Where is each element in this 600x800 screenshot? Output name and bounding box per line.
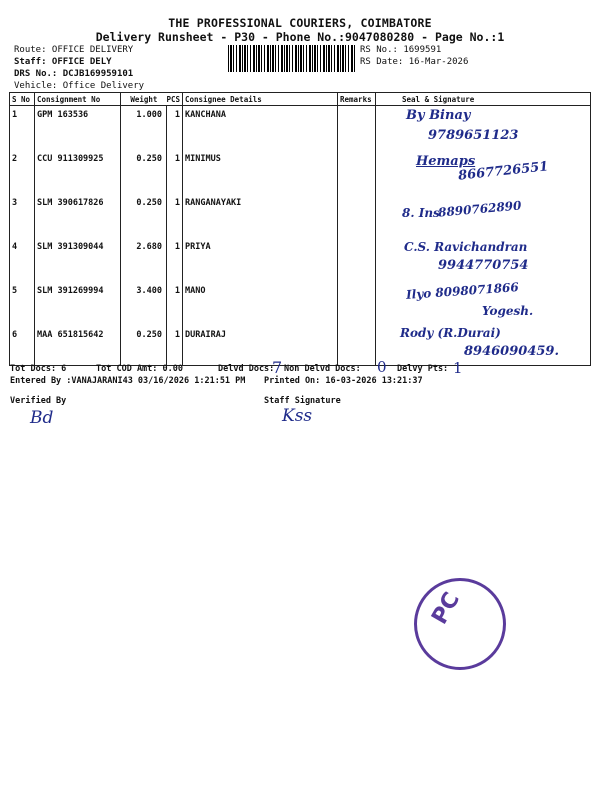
col-signature: Seal & Signature bbox=[376, 93, 591, 106]
row-consignee: MANO bbox=[183, 282, 338, 326]
col-weight: Weight bbox=[130, 94, 158, 104]
drs-number: DRS No.: DCJB169959101 bbox=[14, 69, 134, 79]
name-handwriting: Yogesh. bbox=[482, 303, 534, 318]
row-signature bbox=[376, 194, 591, 238]
row-pcs: 1 bbox=[167, 326, 183, 366]
verified-signature: Bd bbox=[30, 408, 54, 428]
row-remarks bbox=[338, 282, 376, 326]
row-weight: 1.000 bbox=[121, 106, 167, 150]
row-signature bbox=[376, 238, 591, 282]
row-pcs: 1 bbox=[167, 282, 183, 326]
barcode bbox=[228, 45, 356, 72]
delivery-points-handwriting: 1 bbox=[453, 359, 463, 377]
row-weight: 3.400 bbox=[121, 282, 167, 326]
table-row bbox=[10, 194, 591, 238]
route-text: Route: OFFICE DELIVERY bbox=[14, 45, 134, 55]
row-consignment: SLM 391309044 bbox=[35, 238, 121, 282]
row-sno: 1 bbox=[10, 106, 35, 150]
row-remarks bbox=[338, 194, 376, 238]
row-signature bbox=[376, 150, 591, 194]
phone-handwriting: 9944770754 bbox=[438, 257, 529, 273]
phone-handwriting: 9789651123 bbox=[428, 128, 519, 143]
row-remarks bbox=[338, 238, 376, 282]
delivered-docs-handwriting: 7 bbox=[272, 358, 283, 377]
signature-handwriting: Rody (R.Durai) bbox=[400, 325, 501, 340]
row-consignee: MINIMUS bbox=[183, 150, 338, 194]
office-stamp bbox=[414, 578, 506, 670]
verified-by-label: Verified By bbox=[10, 396, 67, 406]
row-pcs: 1 bbox=[167, 194, 183, 238]
total-cod-amount: Tot COD Amt: 0.00 bbox=[96, 364, 183, 374]
delivered-docs-label: Delvd Docs: bbox=[218, 364, 275, 374]
entered-by: Entered By :VANAJARANI43 03/16/2026 1:21:51 PM bbox=[10, 376, 246, 386]
phone-handwriting: 8890762890 bbox=[437, 197, 522, 220]
non-delivered-docs-label: Non Delvd Docs: bbox=[284, 364, 361, 374]
row-remarks bbox=[338, 150, 376, 194]
staff-text: Staff: OFFICE DELY bbox=[14, 57, 112, 67]
row-consignment: SLM 391269994 bbox=[35, 282, 121, 326]
rs-date: RS Date: 16-Mar-2026 bbox=[360, 57, 469, 67]
delivery-points-label: Delvy Pts: bbox=[397, 364, 449, 374]
non-delivered-docs-handwriting: 0 bbox=[377, 358, 387, 376]
company-title: THE PROFESSIONAL COURIERS, COIMBATORE bbox=[168, 16, 432, 30]
staff-signature-label: Staff Signature bbox=[264, 396, 341, 406]
table-row bbox=[10, 282, 591, 326]
row-remarks bbox=[338, 106, 376, 150]
row-signature bbox=[376, 106, 591, 150]
signature-handwriting: C.S. Ravichandran bbox=[404, 239, 528, 254]
table-row bbox=[10, 326, 591, 366]
row-signature bbox=[376, 279, 591, 326]
row-consignment: CCU 911309925 bbox=[35, 150, 121, 194]
table-row bbox=[10, 106, 591, 150]
table-row bbox=[10, 150, 591, 194]
phone-handwriting: 8946090459. bbox=[464, 343, 559, 359]
col-pcs: PCS bbox=[166, 94, 180, 104]
row-sno: 3 bbox=[10, 194, 35, 238]
table-header-row bbox=[10, 93, 591, 106]
stamp-text: PC bbox=[427, 588, 466, 629]
phone-handwriting: 8667726551 bbox=[457, 158, 550, 184]
col-consignment: Consignment No bbox=[35, 93, 121, 106]
row-weight: 0.250 bbox=[121, 326, 167, 366]
row-consignee: PRIYA bbox=[183, 238, 338, 282]
col-sno: S No bbox=[10, 93, 35, 106]
row-pcs: 1 bbox=[167, 150, 183, 194]
row-sno: 5 bbox=[10, 282, 35, 326]
row-weight: 2.680 bbox=[121, 238, 167, 282]
row-consignee: KANCHANA bbox=[183, 106, 338, 150]
signature-handwriting: Hemaps bbox=[416, 153, 476, 169]
row-pcs: 1 bbox=[167, 238, 183, 282]
runsheet-subtitle: Delivery Runsheet - P30 - Phone No.:9047080280 - Page No.:1 bbox=[95, 30, 505, 44]
row-signature bbox=[376, 326, 591, 366]
row-sno: 4 bbox=[10, 238, 35, 282]
row-consignment: SLM 390617826 bbox=[35, 194, 121, 238]
printed-on: Printed On: 16-03-2026 13:21:37 bbox=[264, 376, 423, 386]
row-sno: 2 bbox=[10, 150, 35, 194]
row-consignee: RANGANAYAKI bbox=[183, 194, 338, 238]
row-remarks bbox=[338, 326, 376, 366]
row-weight: 0.250 bbox=[121, 150, 167, 194]
row-pcs: 1 bbox=[167, 106, 183, 150]
signature-handwriting: Ilyo 8098071866 bbox=[405, 279, 520, 302]
col-remarks: Remarks bbox=[338, 93, 376, 106]
row-sno: 6 bbox=[10, 326, 35, 366]
row-weight: 0.250 bbox=[121, 194, 167, 238]
rs-number: RS No.: 1699591 bbox=[360, 45, 442, 55]
table-row bbox=[10, 238, 591, 282]
signature-handwriting: By Binay bbox=[406, 108, 471, 123]
col-weight-pcs bbox=[121, 93, 183, 106]
signature-handwriting: 8. Ins bbox=[402, 205, 440, 220]
total-docs: Tot Docs: 6 bbox=[10, 364, 67, 374]
runsheet-table bbox=[9, 92, 591, 366]
col-consignee: Consignee Details bbox=[183, 93, 338, 106]
staff-signature: Kss bbox=[282, 406, 313, 426]
vehicle-text: Vehicle: Office Delivery bbox=[14, 81, 145, 91]
row-consignment: MAA 651815642 bbox=[35, 326, 121, 366]
row-consignee: DURAIRAJ bbox=[183, 326, 338, 366]
row-consignment: GPM 163536 bbox=[35, 106, 121, 150]
